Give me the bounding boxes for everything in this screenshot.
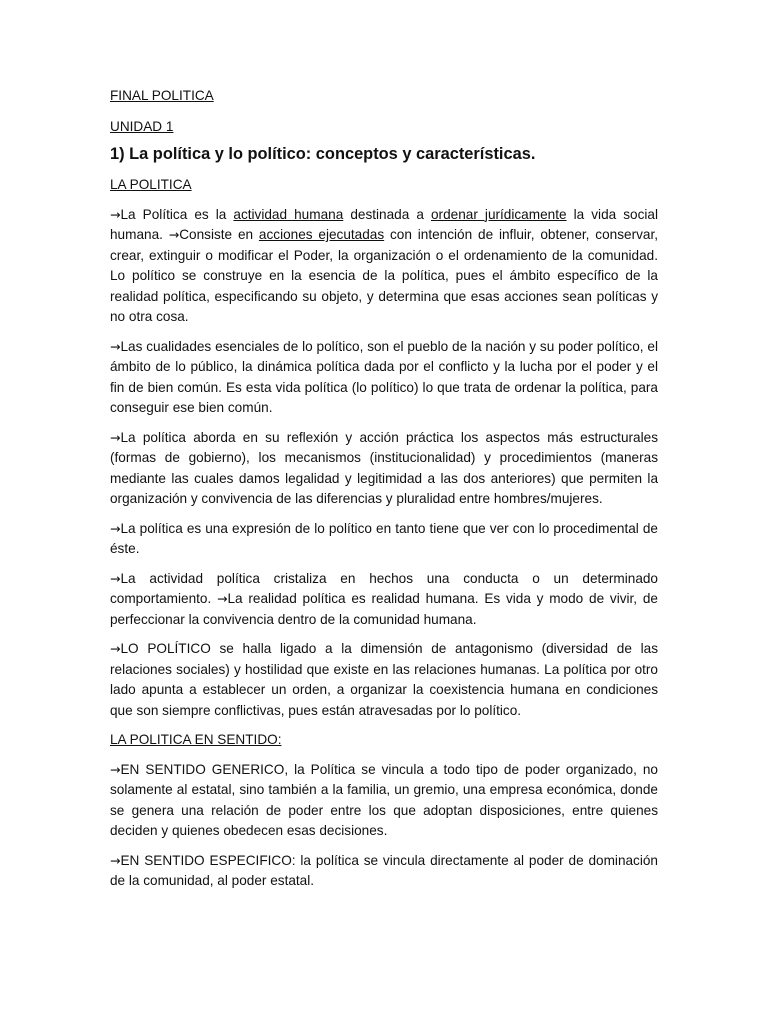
arrow-icon: → xyxy=(110,570,121,586)
arrow-icon: → xyxy=(110,520,121,536)
subheading-politica-en-sentido: LA POLITICA EN SENTIDO: xyxy=(110,732,282,747)
paragraph-7 xyxy=(110,760,658,842)
p5-text-2: La realidad política es realidad humana. Es vida y modo de vivir, de perfeccionar la convivencia dentro de la comunidad humana. xyxy=(110,591,658,627)
p1-text-5: con intención de influir, obtener, conservar, crear, extinguir o modificar el Poder, la organización o el ordenamiento de la comunidad. Lo político se construye en la esencia de la política, pues el ámbito específico de la realidad política, especificando su objeto, y determina que esas acciones sean políticas y no otra cosa. xyxy=(110,227,659,324)
p4-text: La política es una expresión de lo político en tanto tiene que ver con lo procedimental de éste. xyxy=(110,520,658,556)
arrow-icon: → xyxy=(110,338,121,354)
paragraph-8 xyxy=(110,851,658,892)
header-unidad: UNIDAD 1 xyxy=(110,118,174,134)
arrow-icon: → xyxy=(110,206,121,222)
p1-text-4: Consiste en xyxy=(179,227,259,242)
subheading-la-politica: LA POLITICA xyxy=(110,177,192,192)
arrow-icon: → xyxy=(168,227,180,242)
p1-text-3: la vida social humana. xyxy=(110,206,659,242)
arrow-icon: → xyxy=(110,852,121,868)
paragraph-3 xyxy=(110,428,658,510)
p2-text: Las cualidades esenciales de lo político, son el pueblo de la nación y su poder político, el ámbito de lo público, la dinámica política dada por el conflicto y la lucha por el poder y el fin de bien común. Es esta vida política (lo político) lo que trata de ordenar la política, para conseguir ese bien común. xyxy=(110,338,658,415)
p1-underlined-3: acciones ejecutadas xyxy=(258,227,385,242)
p3-text: La política aborda en su reflexión y acción práctica los aspectos más estructurales (formas de gobierno), los mecanismos (institucionalidad) y procedimientos (maneras mediante las cuales damos legalidad y legitimidad a las dos anteriores) que permiten la organización y convivencia de las diferencias y pluralidad entre hombres/mujeres. xyxy=(110,429,658,506)
paragraph-6 xyxy=(110,639,658,721)
document-body xyxy=(110,86,658,901)
p1-underlined-2: ordenar jurídicamente xyxy=(431,206,567,222)
p1-text-1: La Política es la xyxy=(120,206,234,222)
p1-text-2: destinada a xyxy=(343,206,431,222)
arrow-icon: → xyxy=(110,761,121,777)
p5-text-1: La actividad política cristaliza en hechos una conducta o un determinado comportamiento. xyxy=(110,570,658,606)
paragraph-5 xyxy=(110,569,658,631)
p6-text: LO POLÍTICO se halla ligado a la dimensión de antagonismo (diversidad de las relaciones sociales) y hostilidad que existe en las relaciones humanas. La política por otro lado apunta a establecer un orden, a organizar la coexistencia humana en condiciones que son siempre conflictivas, pues están atravesadas por lo político. xyxy=(110,641,658,718)
section-title: 1) La política y lo político: conceptos y características. xyxy=(110,145,536,163)
paragraph-2 xyxy=(110,337,658,419)
p8-text: EN SENTIDO ESPECIFICO: la política se vincula directamente al poder de dominación de la comunidad, al poder estatal. xyxy=(110,852,658,888)
paragraph-4 xyxy=(110,519,658,560)
p7-text: EN SENTIDO GENERICO, la Política se vincula a todo tipo de poder organizado, no solamente al estatal, sino también a la familia, un gremio, una empresa económica, donde se genera una relación de poder entre los que adoptan disposiciones, entre quienes deciden y quienes obedecen esas decisiones. xyxy=(110,761,658,838)
paragraph-1 xyxy=(110,205,658,328)
arrow-icon: → xyxy=(110,641,121,656)
p1-underlined-1: actividad humana xyxy=(233,206,344,222)
arrow-icon: → xyxy=(110,429,121,445)
header-final-politica: FINAL POLITICA xyxy=(110,88,214,103)
arrow-icon: → xyxy=(217,591,228,606)
